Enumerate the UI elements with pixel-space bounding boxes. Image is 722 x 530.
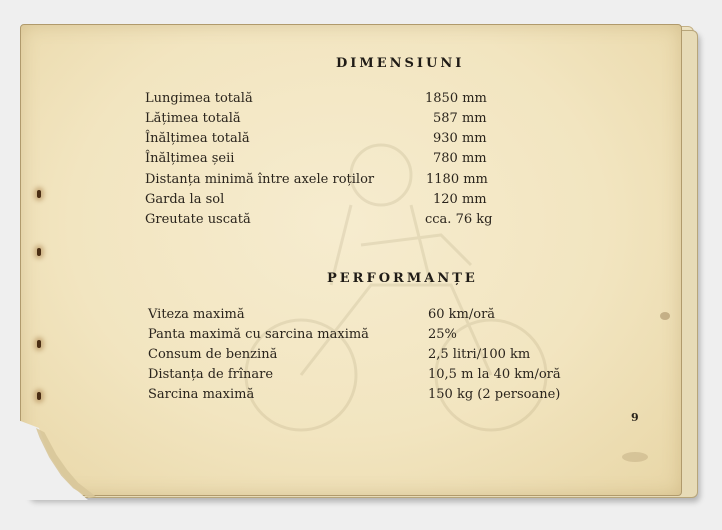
performance-label: Consum de benzină — [148, 347, 278, 362]
binding-hole — [37, 340, 41, 348]
performance-label: Sarcina maximă — [148, 387, 255, 402]
dimension-value: 780 mm — [433, 151, 487, 166]
dimension-label: Înălțimea totală — [145, 131, 250, 146]
dimension-label: Lungimea totală — [145, 91, 253, 106]
dimension-value: 120 mm — [433, 192, 487, 207]
dimension-value: cca. 76 kg — [425, 212, 493, 227]
binding-hole — [37, 248, 41, 256]
performance-value: 60 km/oră — [428, 307, 496, 322]
dimension-label: Înălțimea șeii — [145, 151, 235, 166]
performance-label: Viteza maximă — [148, 307, 245, 322]
performance-label: Panta maximă cu sarcina maximă — [148, 327, 369, 342]
page-number: 9 — [631, 411, 639, 424]
performance-label: Distanța de frînare — [148, 367, 274, 382]
performance-value: 150 kg (2 persoane) — [428, 387, 561, 402]
binding-hole — [37, 392, 41, 400]
performance-value: 25% — [428, 327, 457, 342]
performance-value: 2,5 litri/100 km — [428, 347, 531, 362]
performance-title: PERFORMANȚE — [327, 271, 478, 286]
dimension-label: Lățimea totală — [145, 111, 241, 126]
stain — [622, 452, 648, 462]
dimension-label: Greutate uscată — [145, 212, 251, 227]
booklet-page — [20, 24, 682, 496]
performance-value: 10,5 m la 40 km/oră — [428, 367, 561, 382]
dimension-value: 1850 mm — [425, 91, 487, 106]
dimension-value: 1180 mm — [426, 172, 488, 187]
dimension-label: Garda la sol — [145, 192, 225, 207]
binding-hole — [37, 190, 41, 198]
stain — [660, 312, 670, 320]
dimensions-title: DIMENSIUNI — [336, 56, 465, 71]
dimension-value: 587 mm — [433, 111, 487, 126]
dimension-value: 930 mm — [433, 131, 487, 146]
dimension-label: Distanța minimă între axele roților — [145, 172, 375, 187]
